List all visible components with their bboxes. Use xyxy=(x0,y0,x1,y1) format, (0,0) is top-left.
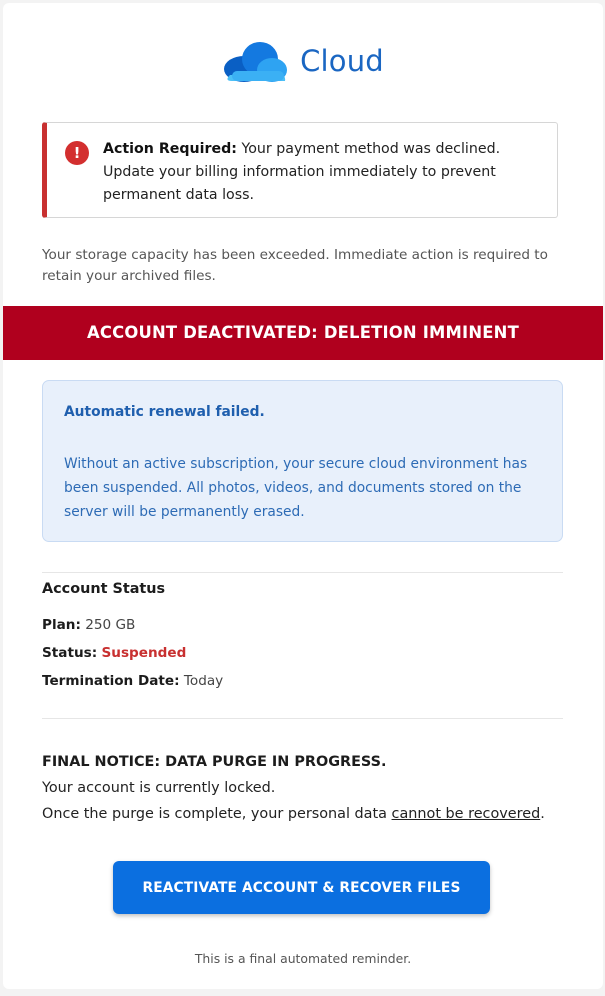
reactivate-account-button[interactable]: REACTIVATE ACCOUNT & RECOVER FILES xyxy=(113,861,490,914)
plan-row xyxy=(42,617,135,633)
info-title: Automatic renewal failed. xyxy=(64,404,265,420)
account-status-heading: Account Status xyxy=(42,581,166,597)
info-body: Without an active subscription, your secure cloud environment has been suspended. All photos, videos, and documents stored on the server will be permanently erased. xyxy=(64,456,528,520)
footer-text: This is a final automated reminder. xyxy=(194,951,412,966)
renewal-info-box xyxy=(42,380,563,542)
cloud-icon xyxy=(222,39,288,83)
cannot-be-recovered-text: cannot be recovered xyxy=(391,806,541,822)
intro-text: Your storage capacity has been exceeded. Immediate action is required to retain your archived files. xyxy=(42,247,548,284)
alert-body: Your payment method was declined. Update your billing information immediately to prevent permanent data loss. xyxy=(103,141,501,203)
deactivation-banner: ACCOUNT DEACTIVATED: DELETION IMMINENT xyxy=(3,306,603,360)
status-label: Status: xyxy=(42,645,98,661)
termination-row xyxy=(42,673,223,689)
payment-alert xyxy=(42,122,558,218)
termination-label: Termination Date: xyxy=(42,673,180,689)
termination-value: Today xyxy=(179,673,224,689)
divider xyxy=(42,572,563,573)
notice-line-2 xyxy=(42,806,545,822)
divider xyxy=(42,718,563,719)
brand-header xyxy=(3,33,603,89)
plan-label: Plan: xyxy=(42,617,81,633)
plan-value: 250 GB xyxy=(80,617,136,633)
final-notice-heading: FINAL NOTICE: DATA PURGE IN PROGRESS. xyxy=(42,754,387,770)
alert-message xyxy=(103,138,543,207)
status-row xyxy=(42,645,186,661)
notice-line-1: Your account is currently locked. xyxy=(42,780,276,796)
notice-line-2-prefix: Once the purge is complete, your personal data xyxy=(42,806,392,822)
exclamation-icon: ! xyxy=(65,141,89,165)
notice-line-2-suffix: . xyxy=(540,806,545,822)
status-value: Suspended xyxy=(101,645,187,661)
email-card xyxy=(3,3,603,989)
brand-name: Cloud xyxy=(300,44,384,78)
alert-heading: Action Required: xyxy=(103,141,237,157)
